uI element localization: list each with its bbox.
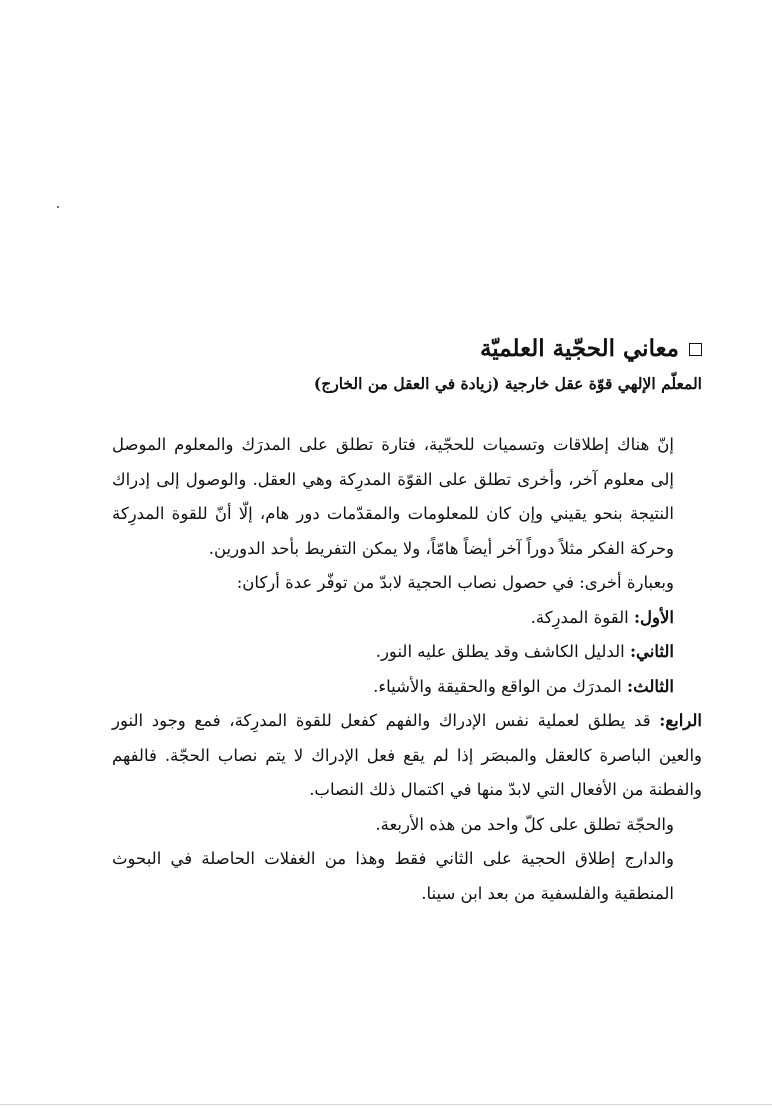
- page-speck: [57, 206, 59, 208]
- pillar-text-1: القوة المدرِكة.: [530, 607, 634, 627]
- body-text: [112, 428, 702, 911]
- pillar-item-1: [112, 601, 702, 636]
- pillar-label-1: الأول:: [633, 607, 674, 627]
- pillar-text-2: الدليل الكاشف وقد يطلق عليه النور.: [375, 642, 630, 661]
- pillar-text-4: قد يطلق لعملية نفس الإدراك والفهم كفعل للقوة المدرِكة، فمع وجود النور والعين الباصرة كالعقل والمبصَر إذا لم يقع فعل الإدراك لا يتم نصاب الحجّة. فالفهم والفطنة من الأفعال التي لابدّ منها في اكتمال ذلك النصاب.: [112, 711, 702, 799]
- pillar-item-2: [112, 635, 702, 670]
- paragraph-intro: إنّ هناك إطلاقات وتسميات للحجّية، فتارة تطلق على المدرَك والمعلوم الموصل إلى معلوم آخر، وأخرى تطلق على القوّة المدرِكة وهي العقل. والوصول إلى إدراك النتيجة بنحو يقيني وإن كان للمعلومات والمقدّمات دور هام، إلّا أنّ للقوة المدرِكة وحركة الفكر مثلاً دوراً آخر أيضاً هامّاً، ولا يمكن التفريط بأحد الدورين.: [112, 435, 674, 558]
- pillar-label-3: الثالث:: [627, 676, 674, 696]
- paragraph-pillars: وبعبارة أخرى: في حصول نصاب الحجية لابدّ من توفّر عدة أركان:: [236, 573, 674, 592]
- page-bottom-edge: [0, 1104, 772, 1105]
- page-content: [112, 332, 702, 911]
- pillar-text-3: المدرَك من الواقع والحقيقة والأشياء.: [373, 676, 628, 696]
- pillar-item-3: [112, 670, 702, 705]
- pillar-label-4: الرابع:: [659, 711, 702, 730]
- pillar-label-2: الثاني:: [629, 642, 674, 661]
- pillar-item-4: [112, 704, 702, 808]
- paragraph-common-usage: والدارج إطلاق الحجية على الثاني فقط وهذا من الغفلات الحاصلة في البحوث المنطقية والفلسفية من بعد ابن سينا.: [112, 849, 674, 903]
- section-heading: [112, 332, 702, 366]
- paragraph-all-four: والحجّة تطلق على كلّ واحد من هذه الأربعة.: [375, 814, 674, 834]
- square-bullet-icon: [689, 343, 702, 356]
- section-title: معاني الحجّية العلميّة: [479, 335, 679, 362]
- section-subtitle: المعلّم الإلهي قوّة عقل خارجية (زيادة في العقل من الخارج): [313, 374, 702, 393]
